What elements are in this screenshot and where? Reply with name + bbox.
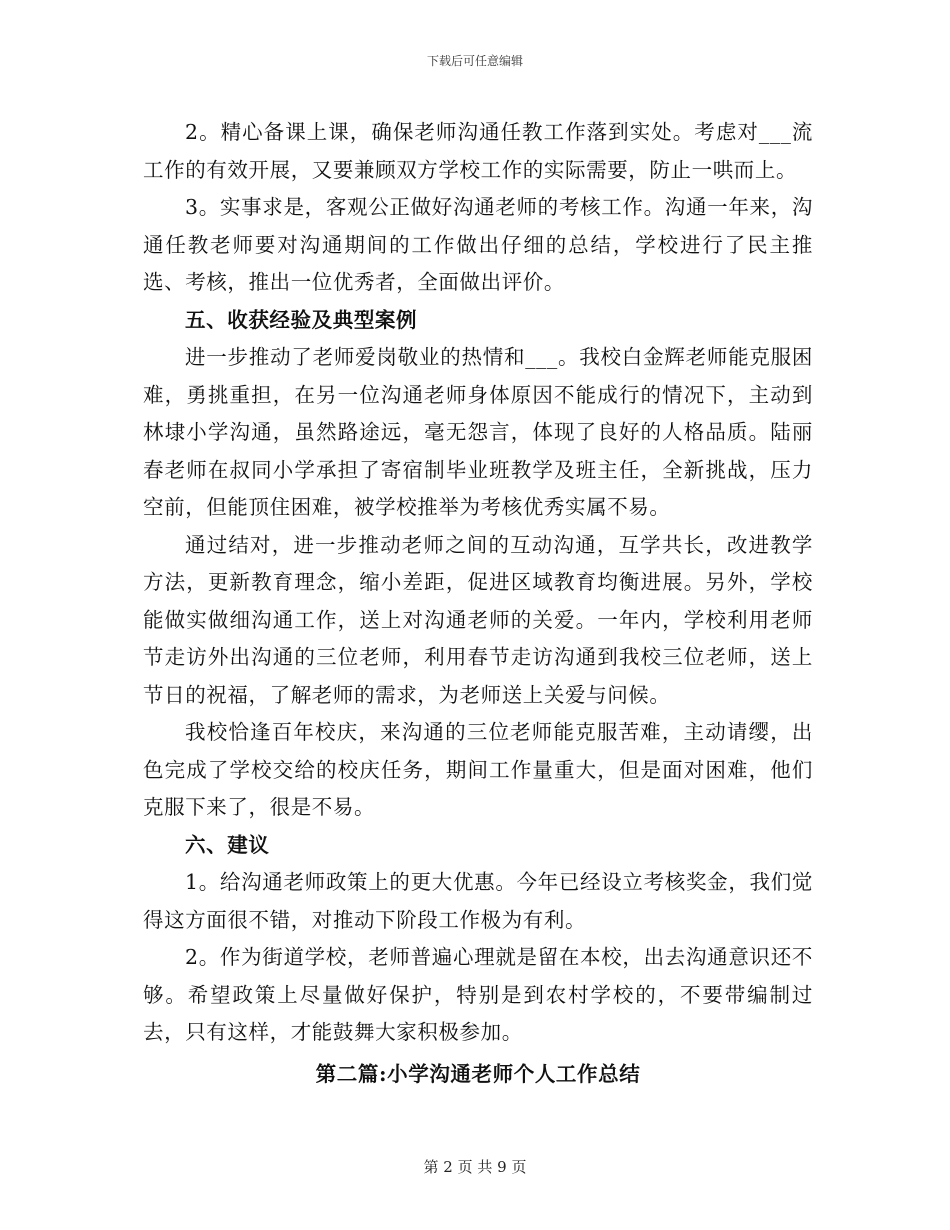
page-number: 第 2 页 共 9 页 [423,1158,527,1176]
paragraph-item-2: 2。精心备课上课，确保老师沟通任教工作落到实处。考虑对___流工作的有效开展，又要兼顾双方学校工作的实际需要，防止一哄而上。 [143,120,813,182]
paragraph-harvest-3: 我校恰逢百年校庆，来沟通的三位老师能克服苦难，主动请缨，出色完成了学校交给的校庆任务，期间工作量重大，但是面对困难，他们克服下来了，很是不易。 [143,720,813,819]
paragraph-harvest-2: 通过结对，进一步推动老师之间的互动沟通，互学共长，改进教学方法，更新教育理念，缩小差距，促进区域教育均衡进展。另外，学校能做实做细沟通工作，送上对沟通老师的关爱。一年内，学校利用老师节走访外出沟通的三位老师，利用春节走访沟通到我校三位老师，送上节日的祝福，了解老师的需求，为老师送上关爱与问候。 [143,532,813,707]
page-header: 下载后可任意编辑 [426,54,523,68]
paragraph-suggestion-2: 2。作为街道学校，老师普遍心理就是留在本校，出去沟通意识还不够。希望政策上尽量做好保护，特别是到农村学校的，不要带编制过去，只有这样，才能鼓舞大家积极参加。 [143,945,813,1044]
document-body [143,114,813,1093]
section-heading-suggestions: 六、建议 [185,832,270,857]
paragraph-item-3: 3。实事求是，客观公正做好沟通老师的考核工作。沟通一年来，沟通任教老师要对沟通期间的工作做出仔细的总结，学校进行了民主推选、考核，推出一位优秀者，全面做出评价。 [143,195,813,294]
paragraph-harvest-1: 进一步推动了老师爱岗敬业的热情和___。我校白金辉老师能克服困难，勇挑重担，在另一位沟通老师身体原因不能成行的情况下，主动到林埭小学沟通，虽然路途远，毫无怨言，体现了良好的人格品质。陆丽春老师在叔同小学承担了寄宿制毕业班教学及班主任，全新挑战，压力空前，但能顶住困难，被学校推举为考核优秀实属不易。 [143,345,813,519]
section-heading-harvest: 五、收获经验及典型案例 [185,307,418,332]
part-two-title: 第二篇:小学沟通老师个人工作总结 [315,1061,641,1086]
paragraph-suggestion-1: 1。给沟通老师政策上的更大优惠。今年已经设立考核奖金，我们觉得这方面很不错，对推动下阶段工作极为有利。 [143,870,813,932]
